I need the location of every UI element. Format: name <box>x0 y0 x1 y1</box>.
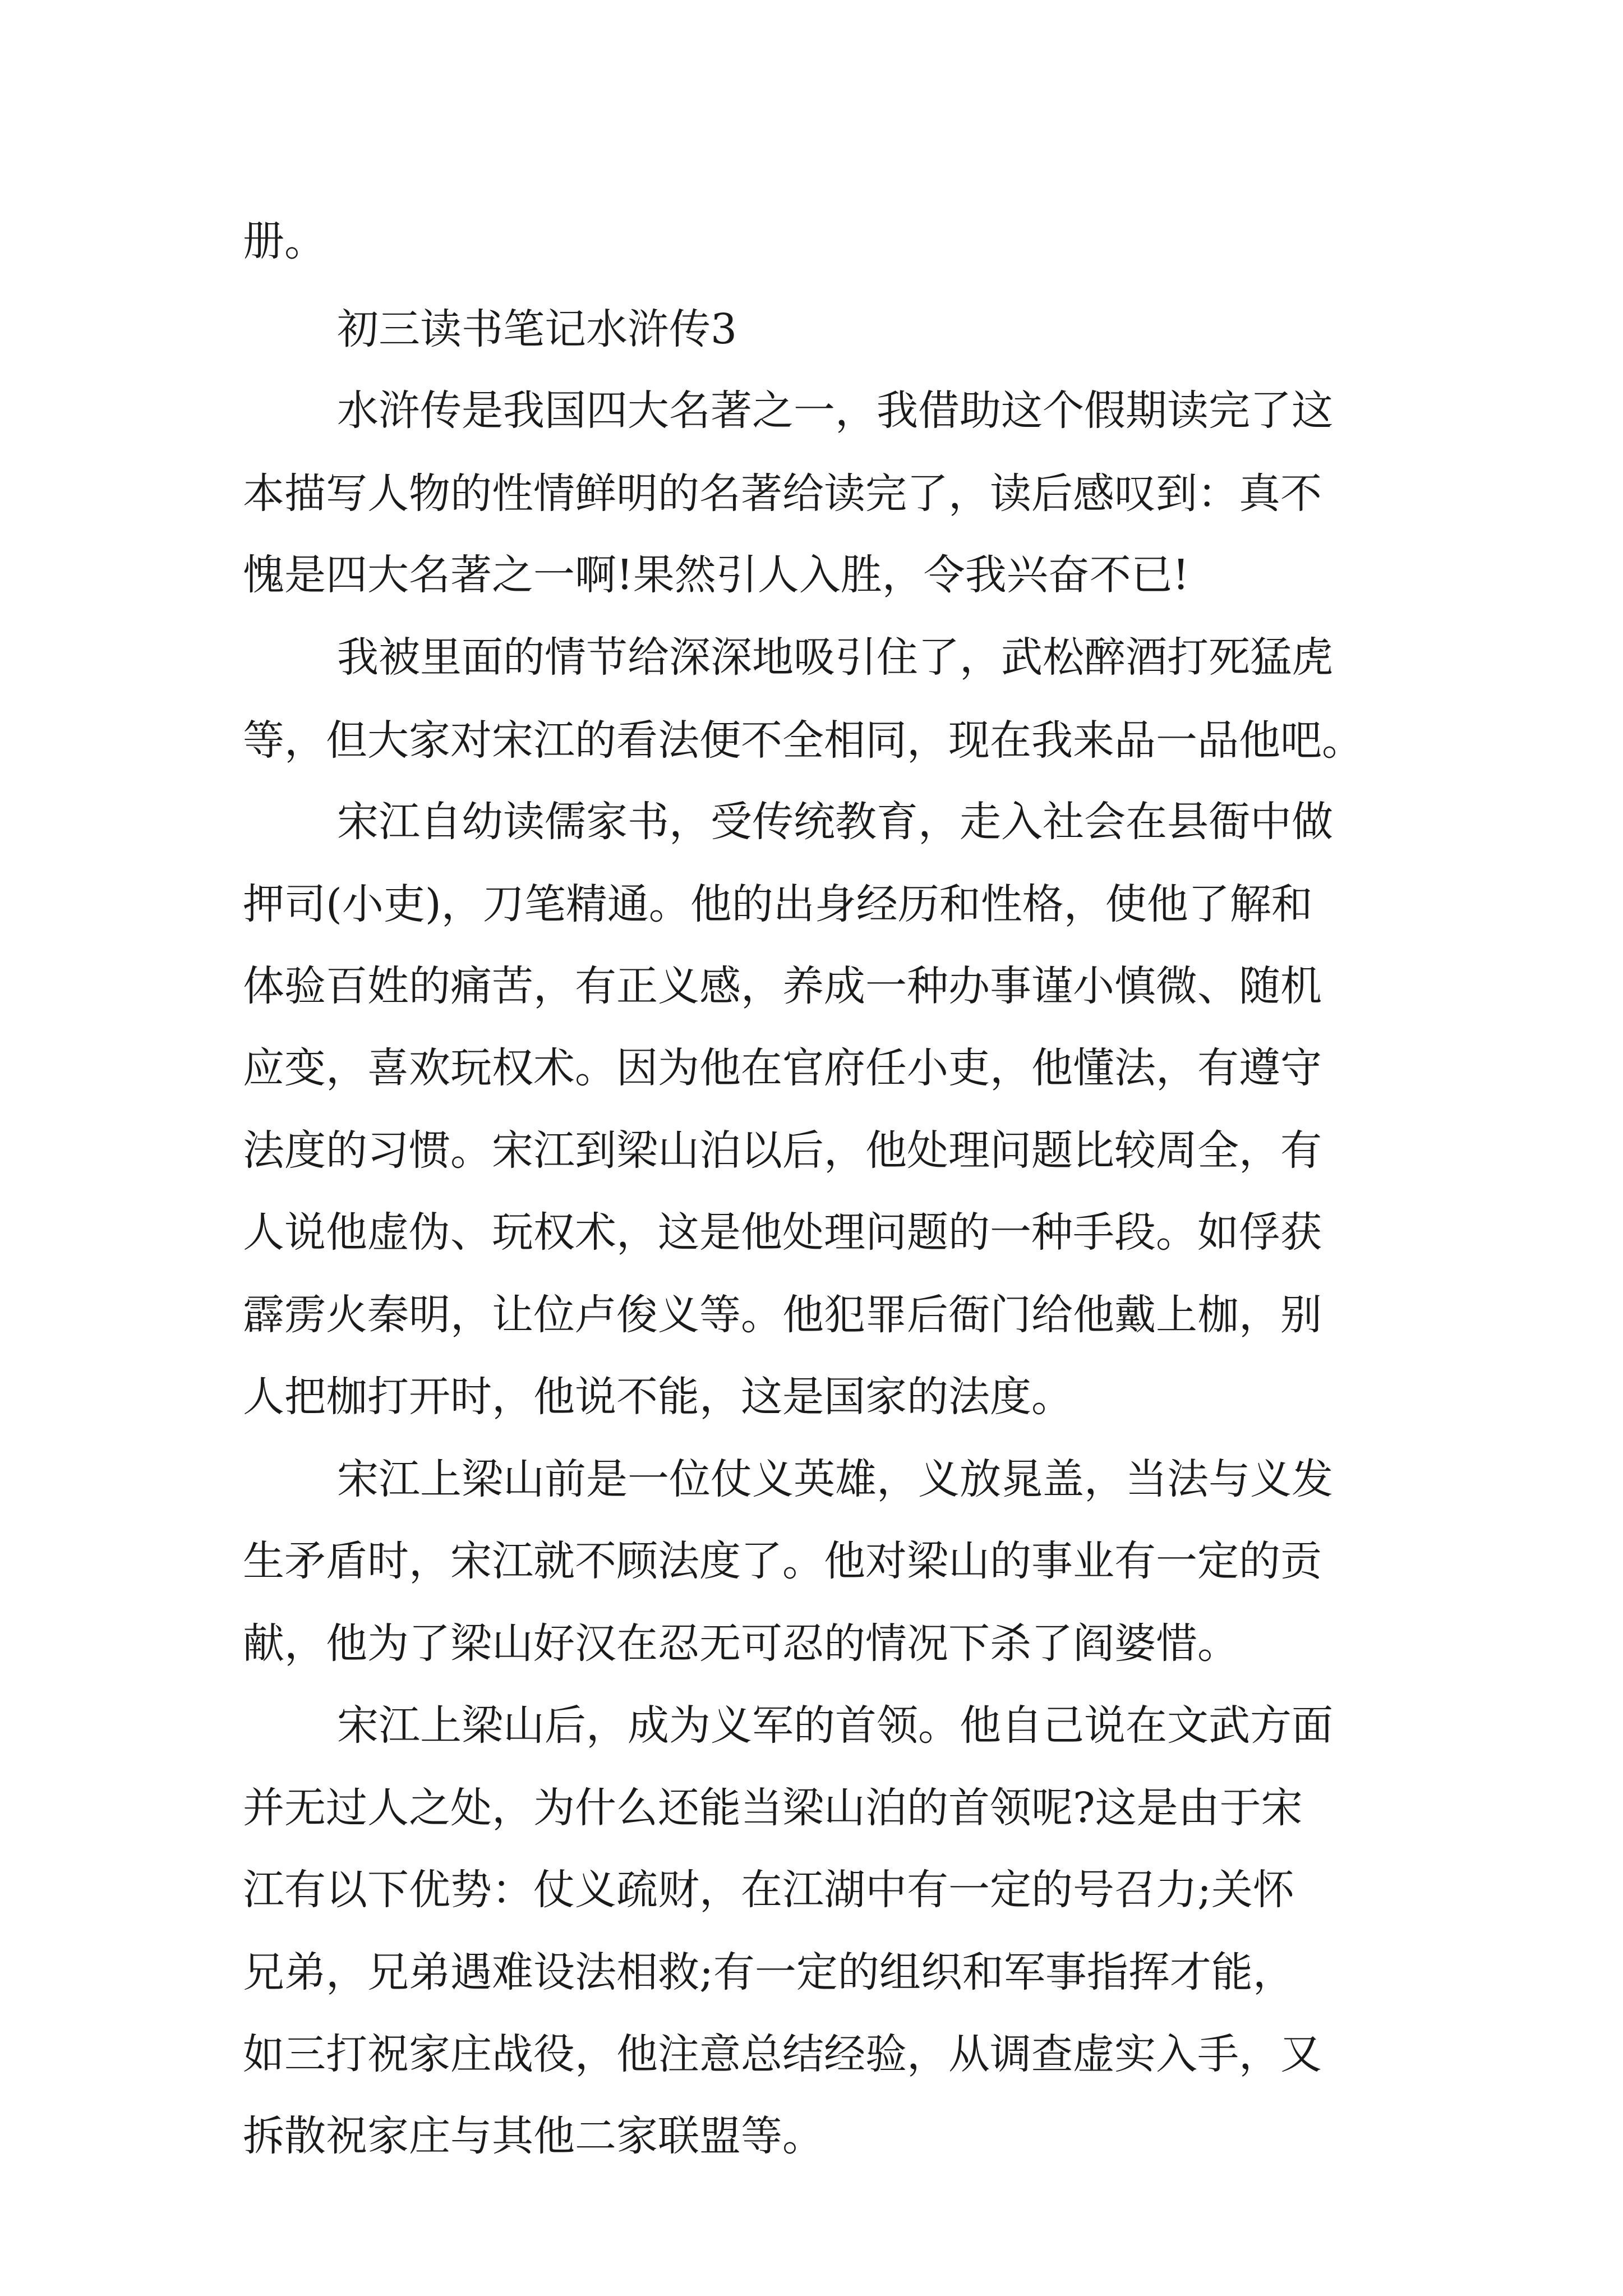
text-line: 册。 <box>243 217 326 265</box>
text-line: 人说他虚伪、玩权术，这是他处理问题的一种手段。如俘获 <box>243 1208 1322 1257</box>
text-line: 霹雳火秦明，让位卢俊义等。他犯罪后衙门给他戴上枷，别 <box>243 1291 1322 1339</box>
text-line: 宋江上梁山前是一位仗义英雄，义放晁盖，当法与义发 <box>337 1455 1333 1503</box>
text-line: 体验百姓的痛苦，有正义感，养成一种办事谨小慎微、随机 <box>243 962 1322 1010</box>
text-line: 本描写人物的性情鲜明的名著给读完了，读后感叹到：真不 <box>243 470 1322 518</box>
text-line: 押司(小吏)，刀笔精通。他的出身经历和性格，使他了解和 <box>243 880 1313 928</box>
text-line: 如三打祝家庄战役，他注意总结经验，从调查虚实入手，又 <box>243 2030 1322 2078</box>
text-line: 我被里面的情节给深深地吸引住了，武松醉酒打死猛虎 <box>337 633 1333 682</box>
text-line: 应变，喜欢玩权术。因为他在官府任小吏，他懂法，有遵守 <box>243 1044 1322 1092</box>
text-line: 愧是四大名著之一啊!果然引人入胜，令我兴奋不已! <box>243 551 1189 599</box>
text-line: 人把枷打开时，他说不能，这是国家的法度。 <box>243 1373 1073 1421</box>
text-line: 江有以下优势：仗义疏财，在江湖中有一定的号召力;关怀 <box>243 1866 1294 1914</box>
text-line: 等，但大家对宋江的看法便不全相同，现在我来品一品他吧。 <box>243 716 1363 765</box>
text-line: 生矛盾时，宋江就不顾法度了。他对梁山的事业有一定的贡 <box>243 1537 1322 1585</box>
text-line: 宋江上梁山后，成为义军的首领。他自己说在文武方面 <box>337 1701 1333 1750</box>
text-line: 拆散祝家庄与其他二家联盟等。 <box>243 2112 824 2160</box>
text-line: 法度的习惯。宋江到梁山泊以后，他处理问题比较周全，有 <box>243 1126 1322 1175</box>
text-line: 并无过人之处，为什么还能当梁山泊的首领呢?这是由于宋 <box>243 1784 1303 1832</box>
text-line: 宋江自幼读儒家书，受传统教育，走入社会在县衙中做 <box>337 798 1333 846</box>
text-line: 水浒传是我国四大名著之一，我借助这个假期读完了这 <box>337 386 1333 435</box>
section-heading: 初三读书笔记水浒传3 <box>337 305 737 353</box>
text-line: 兄弟，兄弟遇难设法相救;有一定的组织和军事指挥才能， <box>243 1948 1294 1996</box>
text-line: 献，他为了梁山好汉在忍无可忍的情况下杀了阎婆惜。 <box>243 1619 1239 1668</box>
